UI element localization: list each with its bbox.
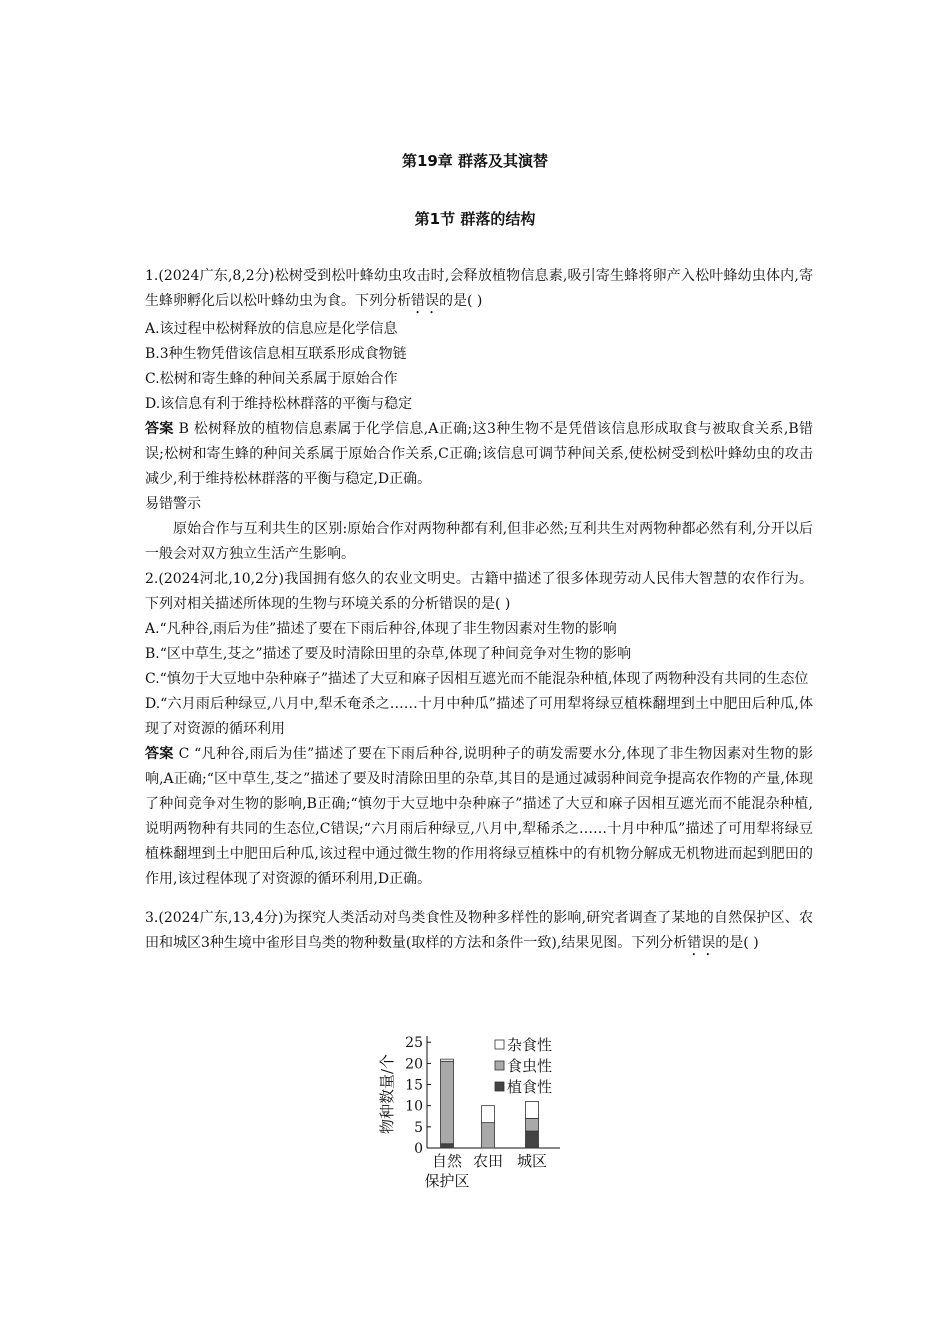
legend-swatch <box>495 1061 504 1070</box>
q1-option-d: D.该信息有利于维持松林群落的平衡与稳定 <box>145 396 413 412</box>
q2-option-a: A.“凡种谷,雨后为佳”描述了要在下雨后种谷,体现了非生物因素对生物的影响 <box>145 621 617 637</box>
bar-segment <box>526 1101 539 1118</box>
bar-segment <box>482 1106 495 1123</box>
bar-segment <box>526 1131 539 1148</box>
bar-segment <box>441 1061 454 1144</box>
stacked-bar-chart <box>372 1032 572 1202</box>
q1-tip-text: 原始合作与互利共生的区别:原始合作对两物种都有利,但非必然;互利共生对两物种都必然有利,分开以后一般会对双方独立生活产生影响。 <box>145 521 813 562</box>
q1-option-c: C.松树和寄生蜂的种间关系属于原始合作 <box>145 371 398 387</box>
legend-label: 植食性 <box>507 1078 553 1096</box>
x-tick-label: 保护区 <box>424 1172 470 1190</box>
y-tick-label: 5 <box>414 1119 423 1136</box>
y-tick-label: 0 <box>414 1141 423 1157</box>
q1-tip-title: 易错警示 <box>145 496 201 512</box>
x-tick-label: 自然 <box>431 1152 463 1170</box>
answer-label: 答案 <box>145 421 174 437</box>
answer-label: 答案 <box>145 746 174 762</box>
q1-option-b: B.3种生物凭借该信息相互联系形成食物链 <box>145 346 407 362</box>
x-tick-label: 城区 <box>516 1152 548 1170</box>
y-tick-label: 25 <box>405 1035 423 1052</box>
q1-answer: 答案 B 松树释放的植物信息素属于化学信息,A正确;这3种生物不是凭借该信息形成取食与被取食关系,B错误;松树和寄生蜂的种间关系属于原始合作关系,C正确;该信息可调节种间关系,使松树受到松叶蜂幼虫的攻击减少,利于维持松林群落的平衡与稳定,D正确。 <box>145 421 814 487</box>
y-tick-label: 20 <box>405 1056 423 1073</box>
legend-swatch <box>495 1040 504 1049</box>
bar-segment <box>441 1144 454 1148</box>
legend-label: 杂食性 <box>507 1036 553 1054</box>
q2-answer: 答案 C “凡种谷,雨后为佳”描述了要在下雨后种谷,说明种子的萌发需要水分,体现了非生物因素对生物的影响,A正确;“区中草生,芟之”描述了要及时清除田里的杂草,其目的是通过减弱种间竞争提高农作物的产量,体现了种间竞争对生物的影响,B正确;“慎勿于大豆地中杂种麻子”描述了大豆和麻子因相互遮光而不能混杂种植,说明两物种有共同的生态位,C错误;“六月雨后种绿豆,八月中,犁稀杀之……十月中种瓜”描述了可用犁将绿豆植株翻埋到土中肥田后种瓜,该过程中通过微生物的作用将绿豆植株中的有机物分解成无机物进而起到肥田的作用,该过程体现了对资源的循环利用,D正确。 <box>145 746 813 887</box>
question-content <box>145 264 813 959</box>
legend-swatch <box>495 1082 504 1091</box>
y-axis-label: 物种数量/个 <box>378 1053 396 1135</box>
question-2-stem: 2.(2024河北,10,2分)我国拥有悠久的农业文明史。古籍中描述了很多体现劳动人民伟大智慧的农作行为。下列对相关描述所体现的生物与环境关系的分析错误的是( ) <box>145 571 813 612</box>
question-3-stem: 3.(2024广东,13,4分)为探究人类活动对鸟类食性及物种多样性的影响,研究者调查了某地的自然保护区、农田和城区3种生境中雀形目鸟类的物种数量(取样的方法和条件一致),结果见图。下列分析错误的是( ) <box>145 910 813 951</box>
legend-label: 食虫性 <box>507 1057 553 1075</box>
y-tick-label: 15 <box>405 1077 423 1094</box>
q2-option-b: B.“区中草生,芟之”描述了要及时清除田里的杂草,体现了种间竞争对生物的影响 <box>145 646 631 662</box>
bar-segment <box>526 1118 539 1131</box>
question-1-stem: 1.(2024广东,8,2分)松树受到松叶蜂幼虫攻击时,会释放植物信息素,吸引寄生蜂将卵产入松叶蜂幼虫体内,寄生蜂卵孵化后以松叶蜂幼虫为食。下列分析错误的是( ) <box>145 268 813 309</box>
bar-segment <box>482 1123 495 1148</box>
section-title: 第1节 群落的结构 <box>414 210 536 228</box>
q2-option-c: C.“慎勿于大豆地中杂种麻子”描述了大豆和麻子因相互遮光而不能混杂种植,体现了两物种没有共同的生态位 <box>145 671 809 687</box>
q2-option-d: D.“六月雨后种绿豆,八月中,犁禾奄杀之……十月中种瓜”描述了可用犁将绿豆植株翻埋到土中肥田后种瓜,体现了对资源的循环利用 <box>145 696 813 737</box>
y-tick-label: 10 <box>405 1098 423 1115</box>
bar-segment <box>441 1059 454 1061</box>
q1-option-a: A.该过程中松树释放的信息应是化学信息 <box>145 321 398 337</box>
x-tick-label: 农田 <box>472 1152 504 1170</box>
chart-svg <box>372 1032 572 1202</box>
chapter-title: 第19章 群落及其演替 <box>401 152 549 170</box>
